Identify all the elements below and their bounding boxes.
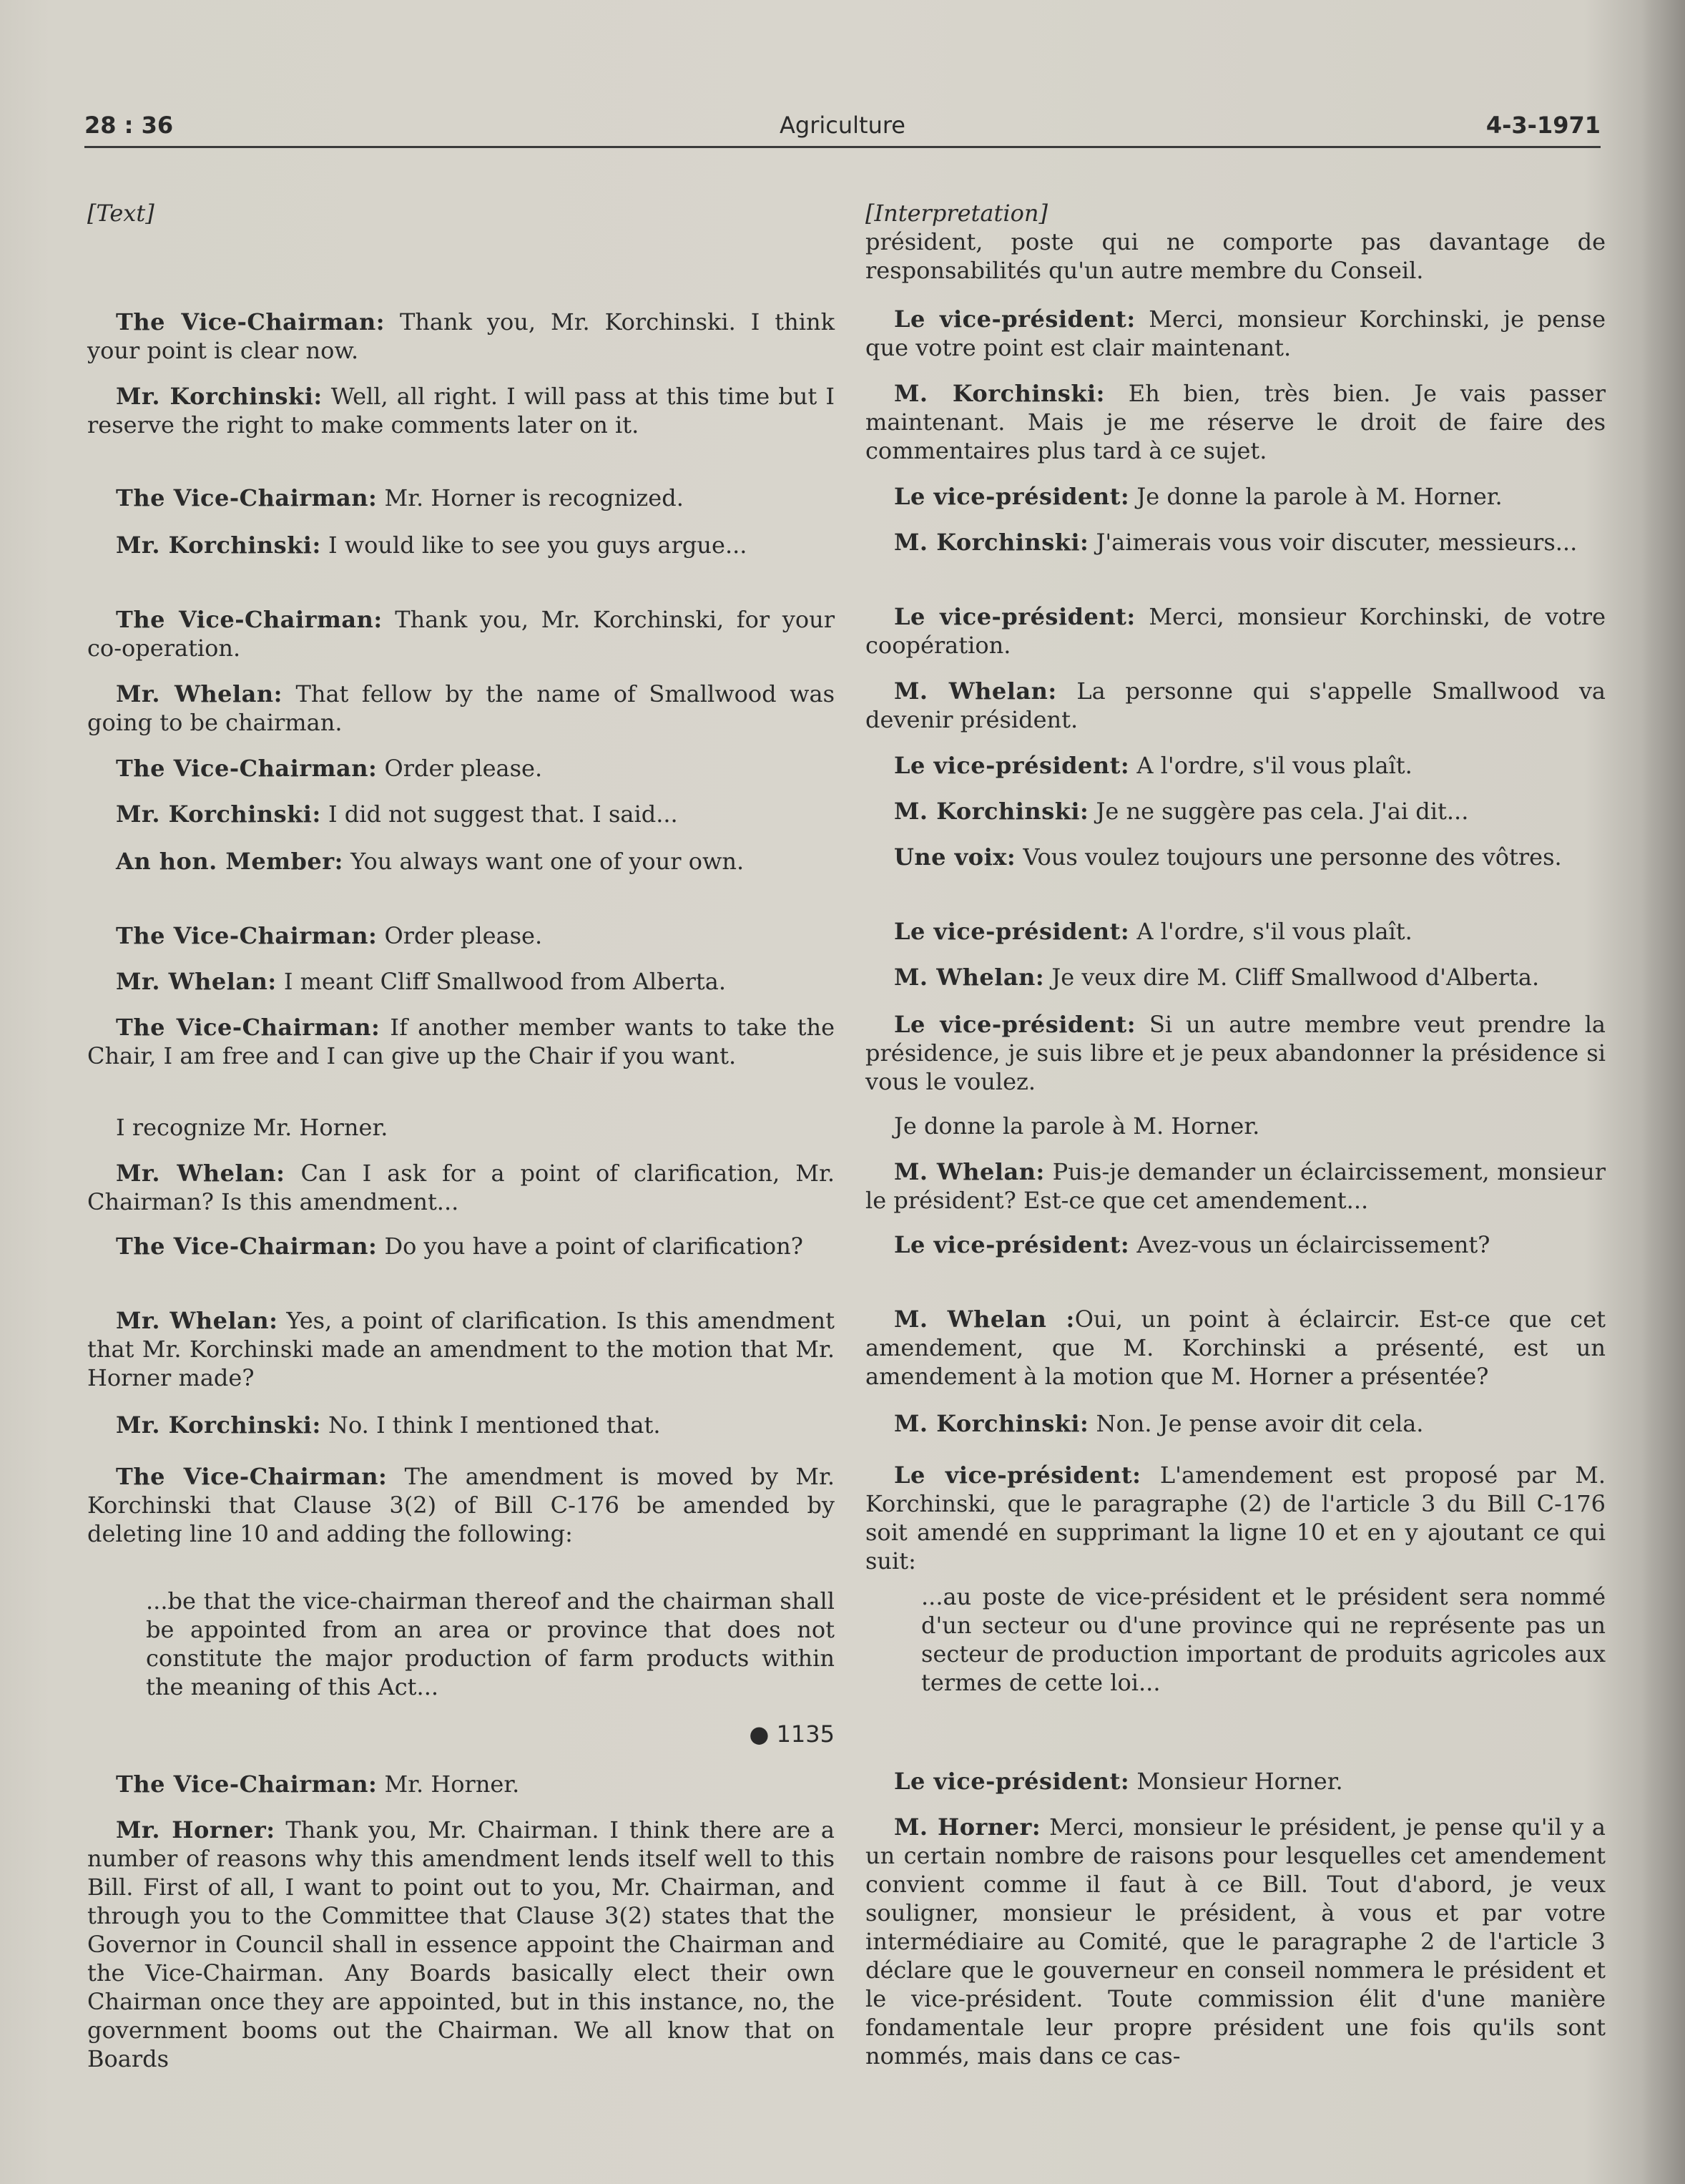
paragraph	[865, 677, 1606, 734]
speaker: Mr. Korchinski:	[116, 800, 321, 828]
speaker: The Vice-Chairman:	[116, 1014, 380, 1041]
speaker: Le vice-président:	[894, 1461, 1141, 1489]
english-column	[87, 199, 835, 2072]
speaker: Mr. Whelan:	[116, 1160, 285, 1187]
speaker: The Vice-Chairman:	[116, 755, 378, 782]
speaker: Mr. Whelan:	[116, 968, 277, 995]
speech: L'amendement est proposé par M. Korchinski, que le paragraphe (2) de l'article 3 du Bill C-176 soit amendé en supprimant la ligne 10 et en y ajoutant ce qui suit:	[865, 1461, 1606, 1575]
paragraph	[87, 484, 835, 512]
speech: Merci, monsieur le président, je pense qu'il y a un certain nombre de raisons pour lesquelles cet amendement convient comme il faut à ce Bill. Tout d'abord, je veux souligner, monsieur le président, à vous et par votre intermédiaire au Comité, que le paragraphe 2 de l'article 3 déclare que le gouverneur en conseil nommera le président et le vice-président. Toute commission élit d'une manière fondamentale leur propre président une fois qu'ils sont nommés, mais dans ce cas-	[865, 1813, 1606, 2070]
speech: You always want one of your own.	[343, 848, 745, 875]
speaker: The Vice-Chairman:	[116, 1771, 378, 1798]
paragraph	[865, 797, 1606, 826]
speaker: Mr. Korchinski:	[116, 1411, 321, 1439]
paragraph	[87, 1013, 835, 1070]
paragraph: président, poste qui ne comporte pas davantage de responsabilités qu'un autre membre du Conseil.	[865, 228, 1606, 284]
paragraph	[865, 1813, 1606, 2070]
paragraph	[87, 1159, 835, 1216]
paragraph	[87, 847, 835, 876]
speech: Si un autre membre veut prendre la présidence, je suis libre et je peux abandonner la présidence si vous le voulez.	[865, 1011, 1606, 1095]
paragraph	[865, 1305, 1606, 1391]
paragraph	[865, 917, 1606, 946]
speech: Monsieur Horner.	[1129, 1768, 1343, 1795]
column-label-text: [Text]	[87, 200, 154, 227]
paragraph	[865, 1767, 1606, 1796]
speaker: The Vice-Chairman:	[116, 606, 383, 633]
speaker: M. Whelan:	[894, 964, 1045, 991]
speech: Mr. Horner.	[377, 1771, 520, 1798]
speech: J'aimerais vous voir discuter, messieurs...	[1089, 529, 1578, 556]
page-number: 28 : 36	[84, 112, 174, 139]
speech: Vous voulez toujours une personne des vôtres.	[1016, 843, 1562, 871]
paragraph	[87, 1306, 835, 1392]
quoted-amendment: ...be that the vice-chairman thereof and the chairman shall be appointed from an area or province that does not constitute the major production of farm products within the meaning of this Act...	[146, 1587, 835, 1700]
paragraph	[865, 843, 1606, 871]
paragraph	[865, 1230, 1606, 1259]
running-header	[84, 109, 1601, 148]
speech: Puis-je demander un éclaircissement, monsieur le président? Est-ce que cet amendement...	[865, 1158, 1606, 1214]
speech: Non. Je pense avoir dit cela.	[1089, 1410, 1424, 1437]
speaker: An hon. Member:	[116, 848, 343, 875]
french-column	[865, 199, 1606, 2070]
speech: Yes, a point of clarification. Is this amendment that Mr. Korchinski made an amendment to the motion that Mr. Horner made?	[87, 1307, 835, 1391]
paragraph: Je donne la parole à M. Horner.	[894, 1112, 1260, 1140]
speech: Merci, monsieur Korchinski, je pense que votre point est clair maintenant.	[865, 305, 1606, 361]
speaker: The Vice-Chairman:	[116, 484, 378, 511]
speech: Order please.	[377, 922, 543, 949]
speaker: Mr. Korchinski:	[116, 532, 321, 559]
speaker: Mr. Whelan:	[116, 680, 283, 707]
speaker: M. Korchinski:	[894, 529, 1089, 556]
paragraph	[87, 382, 835, 439]
speaker: The Vice-Chairman:	[116, 1463, 388, 1490]
speaker: M. Whelan:	[894, 677, 1057, 705]
speaker: Le vice-président:	[894, 305, 1136, 333]
speaker: M. Whelan:	[894, 1158, 1045, 1185]
paragraph	[865, 751, 1606, 780]
speech: Order please.	[377, 755, 543, 782]
speaker: M. Horner:	[894, 1813, 1041, 1841]
speaker: Le vice-président:	[894, 918, 1130, 945]
speech: If another member wants to take the Chair, I am free and I can give up the Chair if you want.	[87, 1014, 835, 1069]
speaker: Le vice-président:	[894, 1011, 1136, 1038]
paragraph	[87, 605, 835, 662]
paragraph	[865, 528, 1606, 557]
paragraph	[87, 754, 835, 783]
speaker: Le vice-président:	[894, 752, 1130, 779]
paragraph	[865, 379, 1606, 465]
paragraph	[87, 1770, 835, 1798]
speaker: The Vice-Chairman:	[116, 922, 378, 949]
paragraph	[87, 967, 835, 996]
paragraph	[87, 308, 835, 365]
speech: I did not suggest that. I said...	[320, 800, 678, 828]
speech: Well, all right. I will pass at this time but I reserve the right to make comments later on it.	[87, 383, 835, 439]
header-date: 4-3-1971	[1485, 112, 1601, 139]
paragraph	[87, 1816, 835, 2073]
paragraph	[87, 921, 835, 950]
speech: I would like to see you guys argue...	[320, 532, 747, 559]
speaker: M. Korchinski:	[894, 380, 1105, 407]
speaker: Mr. Whelan:	[116, 1307, 278, 1334]
speaker: The Vice-Chairman:	[116, 1233, 378, 1260]
paragraph	[865, 602, 1606, 660]
speech: Avez-vous un éclaircissement?	[1129, 1231, 1490, 1258]
speech: Je donne la parole à M. Horner.	[1129, 483, 1503, 510]
column-label-interpretation: [Interpretation]	[865, 200, 1048, 227]
speech: Can I ask for a point of clarification, Mr. Chairman? Is this amendment...	[87, 1160, 835, 1215]
speech: Mr. Horner is recognized.	[377, 484, 684, 511]
speaker: Une voix:	[894, 843, 1016, 871]
speech: The amendment is moved by Mr. Korchinski that Clause 3(2) of Bill C-176 be amended by deleting line 10 and adding the following:	[87, 1463, 835, 1547]
speaker: Mr. Horner:	[116, 1816, 275, 1843]
speaker: Le vice-président:	[894, 1231, 1130, 1258]
paragraph	[87, 800, 835, 828]
speech: Merci, monsieur Korchinski, de votre coopération.	[865, 603, 1606, 659]
speech: I meant Cliff Smallwood from Alberta.	[276, 968, 726, 995]
speech: Thank you, Mr. Chairman. I think there are a number of reasons why this amendment lends itself well to this Bill. First of all, I want to point out to you, Mr. Chairman, and through you to the Committee that Clause 3(2) states that the Governor in Council shall in essence appoint the Chairman and the Vice-Chairman. Any Boards basically elect their own Chairman once they are appointed, but in this instance, no, the government booms out the Chairman. We all know that on Boards	[87, 1816, 835, 2072]
paragraph	[865, 482, 1606, 511]
speaker: M. Korchinski:	[894, 798, 1089, 825]
time-marker: ● 1135	[749, 1720, 835, 1748]
paragraph	[865, 1461, 1606, 1575]
speech: Je ne suggère pas cela. J'ai dit...	[1089, 798, 1469, 825]
speech: La personne qui s'appelle Smallwood va devenir président.	[865, 677, 1606, 733]
paragraph	[865, 1409, 1606, 1438]
paragraph	[87, 531, 835, 559]
paragraph	[865, 1157, 1606, 1215]
speaker: The Vice-Chairman:	[116, 308, 385, 336]
quoted-amendment: ...au poste de vice-président et le président sera nommé d'un secteur ou d'une province qui ne représente pas un secteur de production important de produits agricoles aux termes de cette loi...	[921, 1583, 1606, 1696]
paragraph	[87, 1462, 835, 1548]
speech: That fellow by the name of Smallwood was going to be chairman.	[87, 680, 835, 736]
paragraph: I recognize Mr. Horner.	[116, 1114, 388, 1141]
speech: Oui, un point à éclaircir. Est-ce que cet amendement, que M. Korchinski a présenté, est un amendement à la motion que M. Horner a présentée?	[865, 1306, 1606, 1390]
page-edge-shadow	[1642, 0, 1685, 2184]
speech: Do you have a point of clarification?	[377, 1233, 803, 1260]
speaker: Mr. Korchinski:	[116, 383, 323, 410]
speech: Je veux dire M. Cliff Smallwood d'Alberta.	[1044, 964, 1540, 991]
speech: A l'ordre, s'il vous plaît.	[1129, 918, 1413, 945]
paragraph	[87, 1232, 835, 1260]
paragraph	[865, 305, 1606, 362]
speech: No. I think I mentioned that.	[320, 1411, 661, 1439]
paragraph	[87, 680, 835, 737]
speaker: M. Korchinski:	[894, 1410, 1089, 1437]
paragraph	[865, 1010, 1606, 1096]
running-title: Agriculture	[780, 112, 905, 139]
speech: Thank you, Mr. Korchinski, for your co-operation.	[87, 606, 835, 662]
speaker: Le vice-président:	[894, 603, 1136, 630]
paragraph	[865, 963, 1606, 991]
speech: Eh bien, très bien. Je vais passer maintenant. Mais je me réserve le droit de faire des commentaires plus tard à ce sujet.	[865, 380, 1606, 464]
paragraph	[87, 1411, 835, 1439]
speech: A l'ordre, s'il vous plaît.	[1129, 752, 1413, 779]
speaker: Le vice-président:	[894, 483, 1130, 510]
speech: Thank you, Mr. Korchinski. I think your point is clear now.	[87, 308, 835, 364]
speaker: M. Whelan :	[894, 1306, 1075, 1333]
speaker: Le vice-président:	[894, 1768, 1130, 1795]
